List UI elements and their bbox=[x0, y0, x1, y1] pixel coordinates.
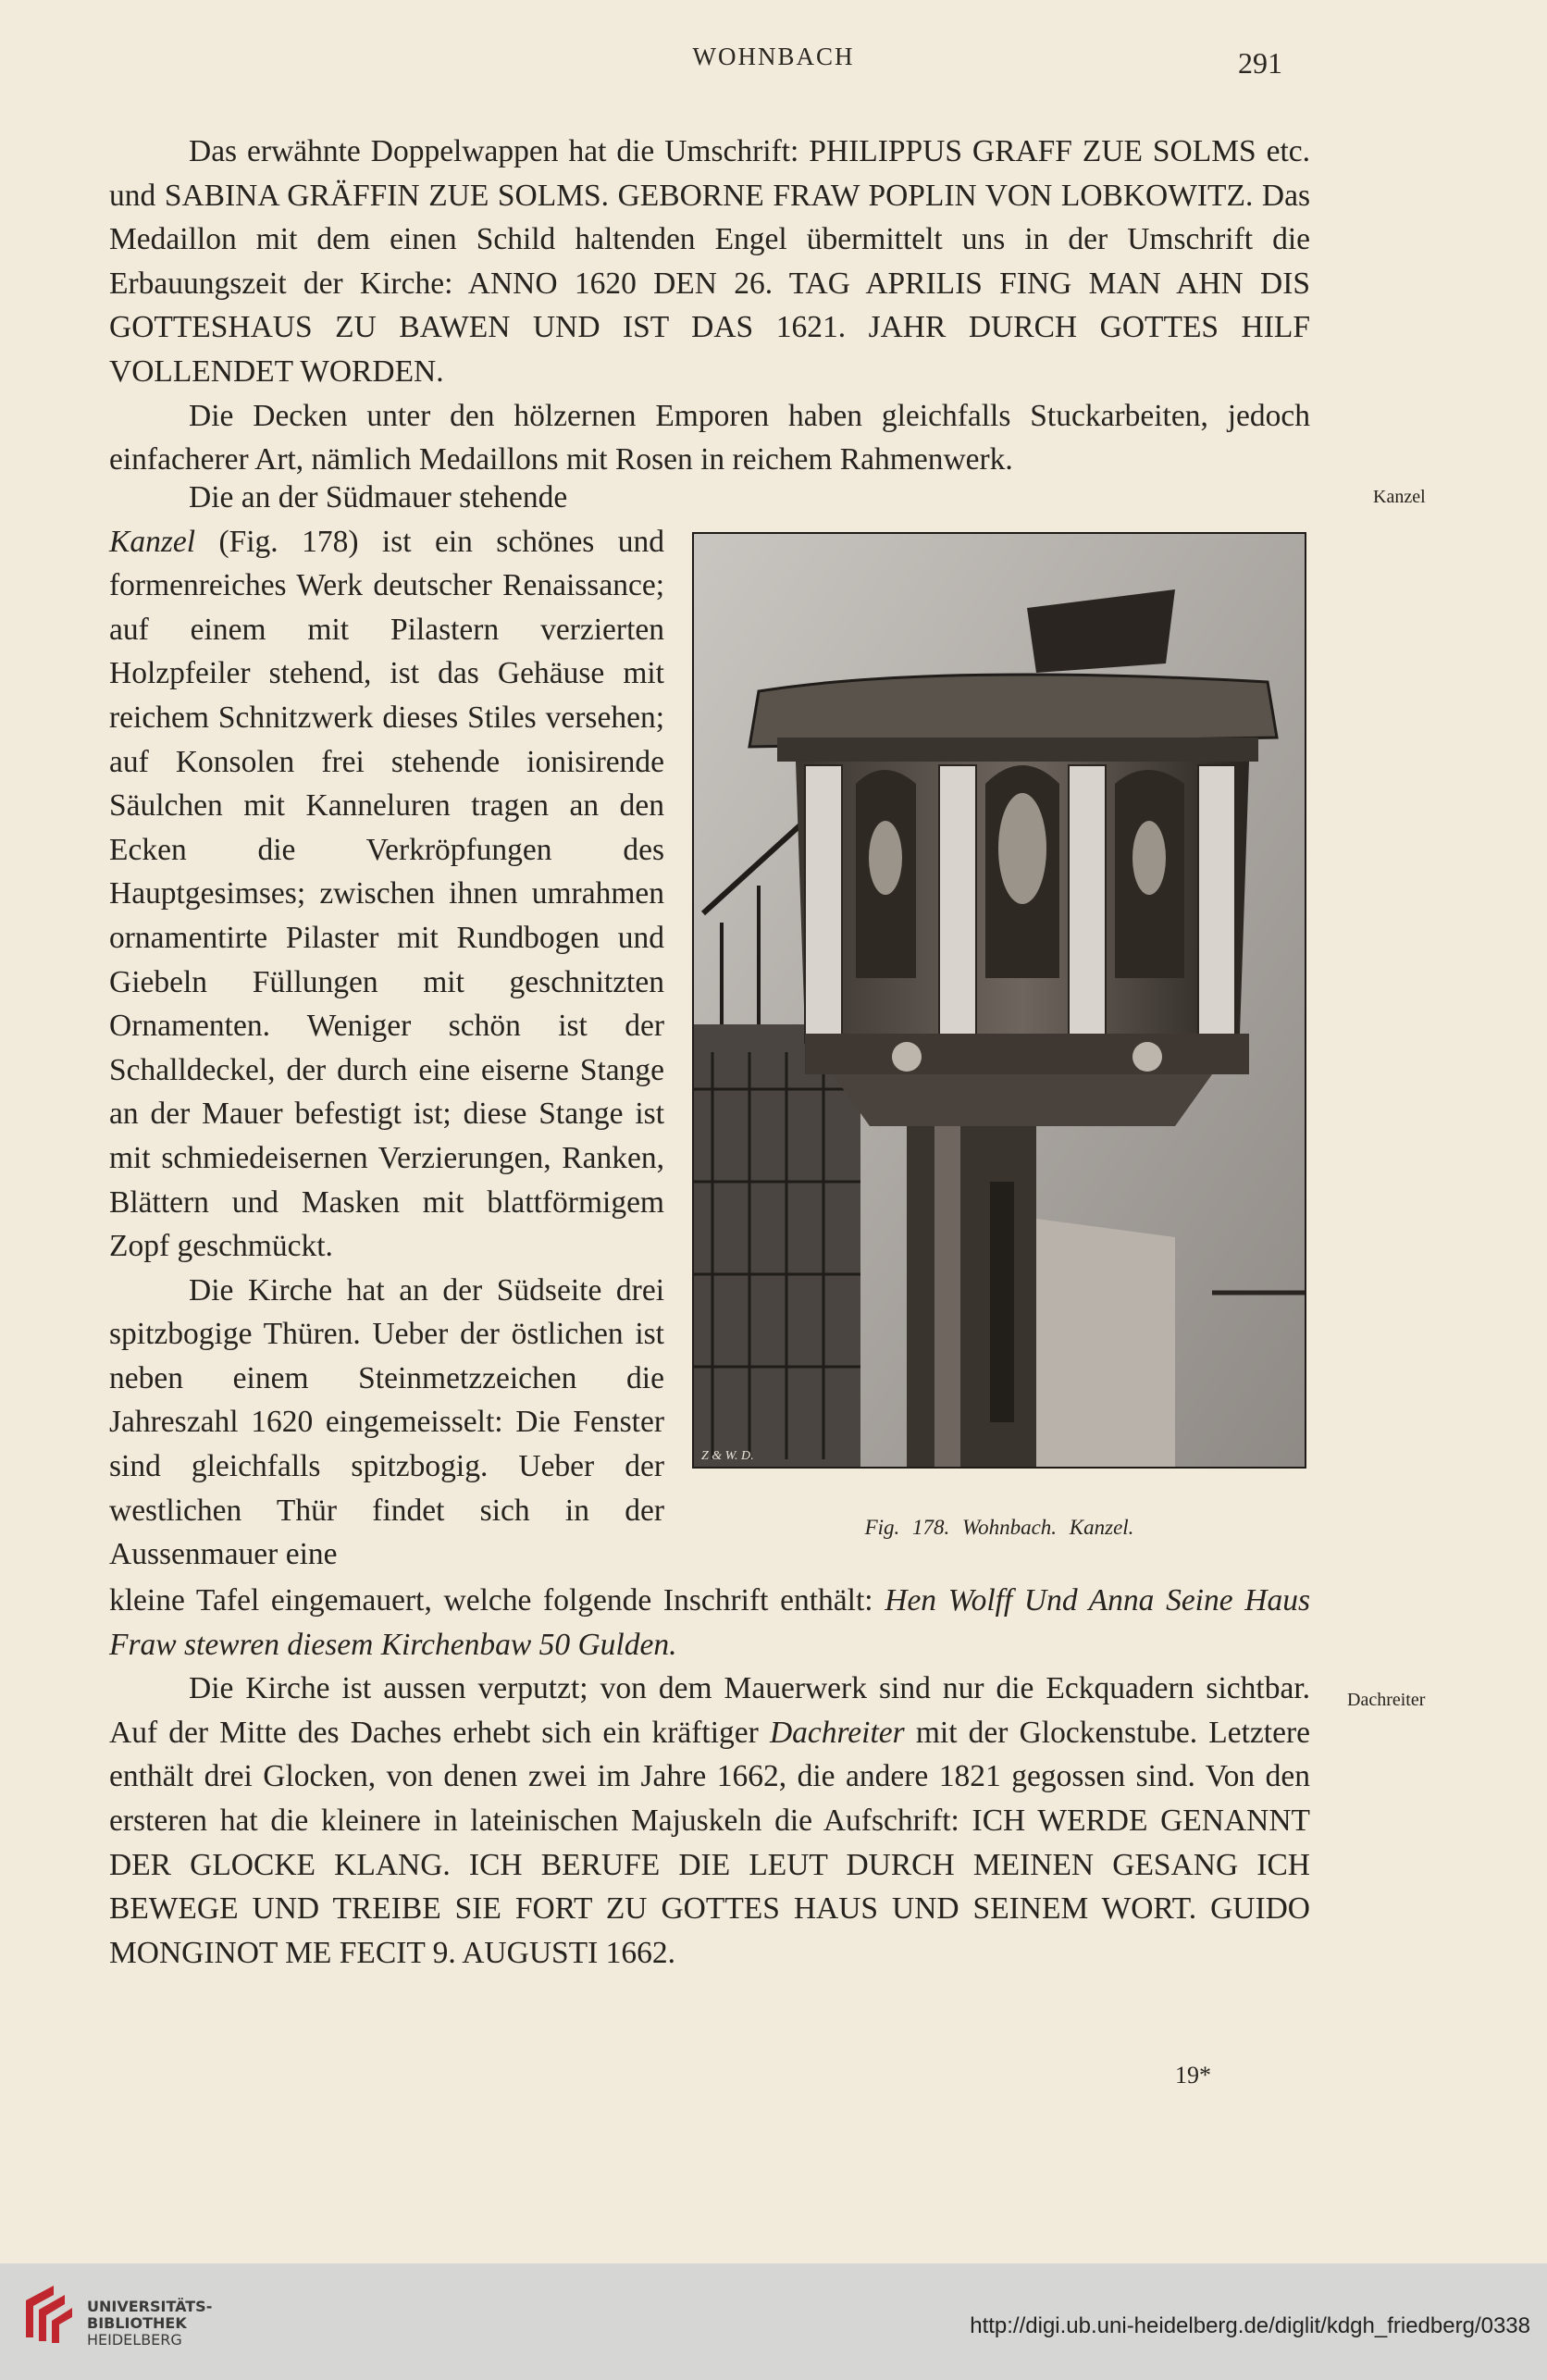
column-text bbox=[109, 476, 664, 1577]
page-number: 291 bbox=[1238, 46, 1282, 80]
term-dachreiter: Dachreiter bbox=[769, 1715, 905, 1750]
library-logo-icon bbox=[17, 2282, 78, 2347]
kanzel-description: (Fig. 178) ist ein schönes und formenreiches Werk deutscher Renaissance; auf einem mit Pilastern verzierten Holzpfeiler stehend, ist das Gehäuse mit reichem Schnitzwerk dieses Stiles versehen; auf Konsolen frei stehende ionisirende Säulchen mit Kanneluren tragen an den Ecken die Verkröpfungen des Hauptgesimses; zwischen ihnen umrahmen ornamentirte Pilaster mit Rundbogen und Giebeln Füllungen mit geschnitzten Ornamenten. Weniger schön ist der Schalldeckel, der durch eine eiserne Stange an der Mauer befestigt ist; diese Stange ist mit schmiedeisernen Verzierungen, Ranken, Blättern und Masken mit blattförmigem Zopf geschmückt. bbox=[109, 524, 664, 1264]
library-line-3: HEIDELBERG bbox=[87, 2331, 182, 2349]
library-line-1: UNIVERSITÄTS- bbox=[87, 2298, 213, 2315]
sidenote-dachreiter: Dachreiter bbox=[1347, 1690, 1426, 1710]
paragraph-decken: Die Decken unter den hölzernen Emporen haben gleichfalls Stuckarbeiten, jedoch einfacherer Art, nämlich Medaillons mit Rosen in reichem Rahmenwerk. bbox=[109, 398, 1310, 477]
figure-monogram: Z & W. D. bbox=[701, 1449, 754, 1463]
tafel-inscription: Hen Wolff Und Anna Seine Haus Fraw stewren diesem Kirchenbaw 50 Gulden. bbox=[109, 1583, 1311, 1662]
library-name bbox=[87, 2299, 212, 2349]
paragraph-kanzel-lead: Die an der Südmauer stehende bbox=[189, 480, 568, 514]
source-url-link[interactable]: http://digi.ub.uni-heidelberg.de/diglit/kdgh_friedberg/0338 bbox=[970, 2313, 1530, 2338]
aussen-rest: mit der Glockenstube. Letztere enthält drei Glocken, von denen zwei im Jahre 1662, die andere 1821 gegossen sind. Von den ersteren hat die kleinere in lateinischen Majuskeln die Aufschrift: ICH WERDE GENANNT DER GLOCKE KLANG. ICH BERUFE DIE LEUT DURCH MEINEN GESANG ICH BEWEGE UND TREIBE SIE FORT ZU GOTTES HAUS UND SEINEM WORT. GUIDO MONGINOT ME FECIT 9. AUGUSTI 1662. bbox=[109, 1715, 1311, 1970]
figure-kanzel-photo bbox=[692, 532, 1306, 1469]
paragraph-aussen bbox=[109, 1667, 1310, 1975]
library-line-2: BIBLIOTHEK bbox=[87, 2314, 187, 2332]
sidenote-kanzel: Kanzel bbox=[1373, 487, 1426, 507]
figure-caption: Fig. 178. Wohnbach. Kanzel. bbox=[864, 1516, 1134, 1539]
term-kanzel: Kanzel bbox=[109, 524, 196, 559]
aussen-lead: Die Kirche ist aussen verputzt; von dem Mauerwerk sind nur die Eckquadern sichtbar. Auf der Mitte des Daches erhebt sich ein kräftiger bbox=[109, 1671, 1310, 1750]
paragraph-tafel bbox=[109, 1579, 1310, 1667]
body-text-top bbox=[109, 130, 1310, 482]
paragraph-kirche-suedseite: Die Kirche hat an der Südseite drei spitzbogige Thüren. Ueber der östlichen ist neben einem Steinmetzzeichen die Jahreszahl 1620 eingemeisselt: Die Fenster sind gleichfalls spitzbogig. Ueber der westlichen Thür findet sich in der Aussenmauer eine bbox=[109, 1272, 664, 1572]
signature-mark: 19* bbox=[1175, 2062, 1211, 2089]
running-head: WOHNBACH bbox=[692, 43, 855, 70]
paragraph-doppelwappen: Das erwähnte Doppelwappen hat die Umschrift: PHILIPPUS GRAFF ZUE SOLMS etc. und SABINA GRÄFFIN ZUE SOLMS. GEBORNE FRAW POPLIN VON LOBKOWITZ. Das Medaillon mit dem einen Schild haltenden Engel übermittelt uns in der Umschrift die Erbauungszeit der Kirche: ANNO 1620 DEN 26. TAG APRILIS FING MAN AHN DIS GOTTESHAUS ZU BAWEN UND IST DAS 1621. JAHR DURCH GOTTES HILF VOLLENDET WORDEN. bbox=[109, 134, 1310, 389]
body-text-bottom bbox=[109, 1579, 1310, 1975]
tafel-lead: kleine Tafel eingemauert, welche folgende Inschrift enthält: bbox=[109, 1583, 885, 1618]
paragraph-kanzel bbox=[109, 520, 664, 1269]
pulpit-illustration bbox=[694, 534, 1305, 1467]
